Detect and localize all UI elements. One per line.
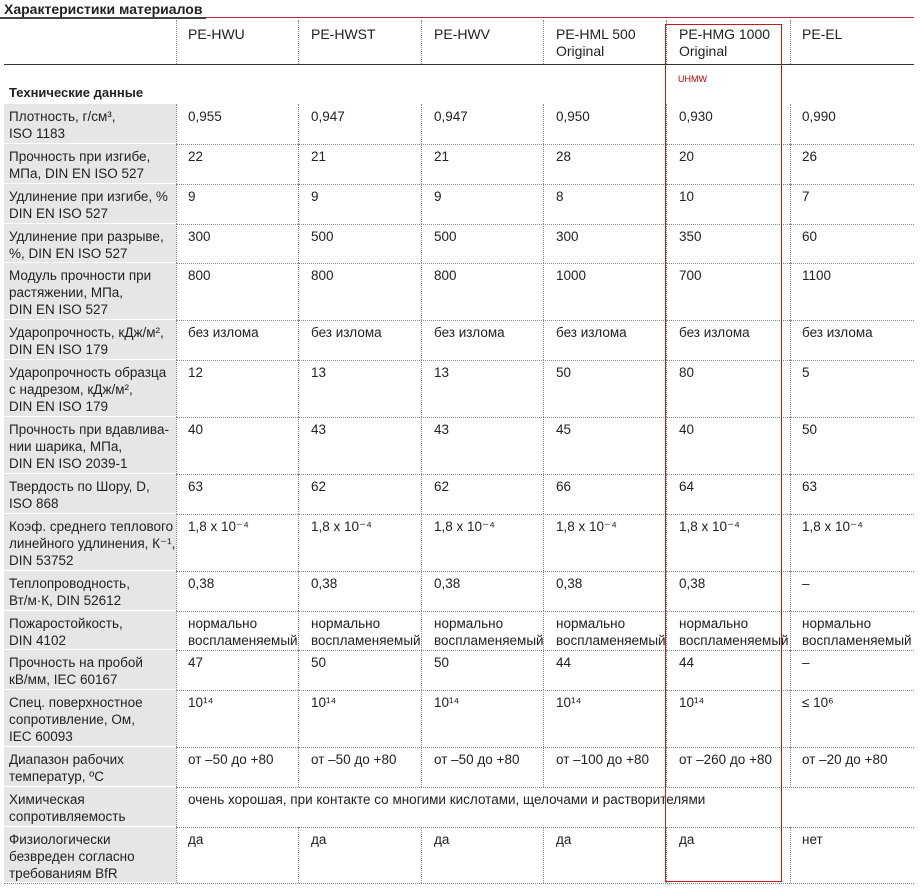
table-cell: 62	[434, 479, 450, 494]
column-separator	[790, 650, 791, 690]
table-cell: 0,38	[556, 576, 583, 591]
row-label-line: Прочность при вдавлива-	[9, 422, 169, 437]
table-cell: от –260 до +80	[679, 752, 772, 767]
table-cell: 63	[802, 479, 818, 494]
row-label	[9, 228, 164, 262]
column-separator	[790, 263, 791, 320]
title-divider	[206, 17, 914, 18]
column-separator	[176, 747, 177, 787]
table-cell: 43	[434, 422, 450, 437]
table-cell: 50	[802, 422, 818, 437]
table-cell: 0,930	[679, 109, 713, 124]
column-separator	[298, 514, 299, 571]
table-cell: 40	[679, 422, 695, 437]
table-cell: 800	[188, 268, 211, 283]
table-cell: 0,990	[802, 109, 836, 124]
row-label-line: Коэф. среднего теплового	[9, 519, 174, 534]
table-cell: нет	[802, 832, 823, 847]
column-separator	[790, 611, 791, 650]
row-label-line: кВ/мм, IEC 60167	[9, 672, 118, 687]
row-label-line: DIN EN ISO 527	[9, 302, 109, 317]
column-separator	[790, 224, 791, 263]
column-separator	[543, 747, 544, 787]
column-header-name: PE-HWST	[311, 26, 376, 42]
table-cell: 13	[311, 365, 327, 380]
row-label-line: Вт/м·К, DIN 52612	[9, 593, 122, 608]
column-separator	[421, 650, 422, 690]
table-cell: без излома	[434, 325, 505, 340]
table-cell: 1,8 x 10⁻⁴	[311, 519, 372, 534]
table-cell: 800	[434, 268, 457, 283]
table-cell: 10	[679, 189, 695, 204]
table-cell: –	[802, 655, 810, 670]
table-cell: 300	[188, 229, 211, 244]
row-label	[9, 188, 168, 222]
table-cell: 44	[556, 655, 572, 670]
row-label-line: Твердость по Шору, D,	[9, 479, 150, 494]
table-cell: 50	[556, 365, 572, 380]
table-cell: 50	[311, 655, 327, 670]
row-label	[9, 148, 150, 182]
table-cell: 43	[311, 422, 327, 437]
row-label-line: Удлинение при изгибе, %	[9, 189, 168, 204]
row-label	[9, 654, 143, 688]
table-cell: 1,8 x 10⁻⁴	[188, 519, 249, 534]
table-cell: 40	[188, 422, 204, 437]
table-cell: 10¹⁴	[188, 695, 214, 710]
column-separator	[298, 184, 299, 224]
table-cell: без излома	[311, 325, 382, 340]
column-separator	[790, 104, 791, 144]
table-cell: 500	[311, 229, 334, 244]
table-cell: от –20 до +80	[802, 752, 888, 767]
column-separator	[421, 184, 422, 224]
column-separator	[421, 263, 422, 320]
table-cell: –	[802, 576, 810, 591]
row-label-line: растяжении, МПа,	[9, 285, 124, 300]
table-cell: 44	[679, 655, 695, 670]
column-separator	[543, 650, 544, 690]
row-label-line: Физиологически	[9, 832, 111, 847]
column-separator	[421, 224, 422, 263]
table-cell: нормально воспламеняемый	[679, 616, 789, 648]
table-cell: 0,950	[556, 109, 590, 124]
row-label-line: Ударопрочность, кДж/м²,	[9, 325, 164, 340]
column-separator	[543, 104, 544, 144]
column-separator	[543, 360, 544, 417]
column-header-name: PE-EL	[802, 26, 843, 42]
row-label-line: Ударопрочность образца	[9, 365, 167, 380]
column-separator	[176, 650, 177, 690]
column-separator	[790, 514, 791, 571]
table-cell: 5	[802, 365, 810, 380]
section-title: Технические данные	[9, 85, 144, 100]
column-separator	[176, 417, 177, 474]
table-cell: 45	[556, 422, 572, 437]
column-separator	[543, 571, 544, 611]
row-label-line: ISO 1183	[9, 126, 66, 141]
column-separator	[298, 650, 299, 690]
row-label	[9, 791, 125, 825]
table-cell: 47	[188, 655, 204, 670]
table-cell: нормально воспламеняемый	[802, 616, 912, 648]
column-separator	[298, 571, 299, 611]
row-label	[9, 831, 135, 882]
row-label-line: DIN 53752	[9, 553, 74, 568]
column-separator	[298, 747, 299, 787]
column-separator	[790, 20, 791, 64]
column-separator	[543, 144, 544, 184]
table-cell: нормально воспламеняемый	[434, 616, 544, 648]
row-label	[9, 364, 166, 415]
table-cell: от –50 до +80	[434, 752, 520, 767]
column-separator	[298, 611, 299, 650]
column-separator	[543, 827, 544, 883]
row-label-line: Прочность при изгибе,	[9, 149, 151, 164]
column-separator	[176, 360, 177, 417]
table-cell: 300	[556, 229, 579, 244]
table-cell: да	[434, 832, 450, 847]
column-header	[556, 26, 636, 60]
column-separator	[421, 104, 422, 144]
column-separator	[176, 514, 177, 571]
column-separator	[298, 360, 299, 417]
row-label-line: безвреден согласно	[9, 849, 135, 864]
row-label-line: линейного удлинения, К⁻¹,	[9, 536, 176, 551]
column-separator	[790, 474, 791, 514]
column-separator	[298, 417, 299, 474]
column-separator	[543, 320, 544, 360]
row-label	[9, 324, 164, 358]
page-title: Характеристики материалов	[4, 1, 203, 17]
row-label	[9, 615, 123, 649]
row-label-line: Модуль прочности при	[9, 268, 152, 283]
column-separator	[543, 20, 544, 64]
row-label	[9, 267, 151, 318]
table-cell: от –50 до +80	[188, 752, 274, 767]
table-cell: 1000	[556, 268, 587, 283]
column-separator	[421, 20, 422, 64]
row-label	[9, 108, 116, 142]
table-cell: без излома	[802, 325, 873, 340]
table-cell: 60	[802, 229, 818, 244]
table-cell: 1,8 x 10⁻⁴	[556, 519, 617, 534]
column-separator	[176, 263, 177, 320]
table-cell: да	[556, 832, 572, 847]
column-header-subtitle: Original	[556, 43, 605, 59]
table-cell: 10¹⁴	[679, 695, 705, 710]
table-cell: 62	[311, 479, 327, 494]
column-header	[434, 26, 490, 43]
column-separator	[421, 690, 422, 747]
row-label	[9, 478, 150, 512]
table-cell: 0,955	[188, 109, 222, 124]
table-cell: 1100	[802, 268, 832, 283]
table-cell: 1,8 x 10⁻⁴	[802, 519, 863, 534]
table-cell: от –50 до +80	[311, 752, 397, 767]
column-separator	[421, 611, 422, 650]
column-separator	[298, 263, 299, 320]
row-label-line: Спец. поверхностное	[9, 695, 143, 710]
column-separator	[176, 827, 177, 883]
row-label	[9, 518, 175, 569]
table-cell: 500	[434, 229, 457, 244]
column-separator	[298, 320, 299, 360]
table-cell: от –100 до +80	[556, 752, 649, 767]
table-cell: 20	[679, 149, 695, 164]
row-label-line: DIN EN ISO 527	[9, 206, 109, 221]
column-separator	[790, 360, 791, 417]
column-header-name: PE-HWU	[188, 26, 245, 42]
column-separator	[543, 417, 544, 474]
table-cell: нормально воспламеняемый	[188, 616, 298, 648]
table-cell: 10¹⁴	[434, 695, 460, 710]
column-separator	[176, 144, 177, 184]
column-separator	[790, 320, 791, 360]
table-cell: 10¹⁴	[556, 695, 582, 710]
row-label-line: Плотность, г/см³,	[9, 109, 116, 124]
table-cell: нормально воспламеняемый	[556, 616, 666, 648]
column-separator	[790, 690, 791, 747]
column-header	[311, 26, 376, 43]
table-cell: ≤ 10⁶	[802, 695, 834, 710]
table-cell: 22	[188, 149, 204, 164]
table-cell: 0,947	[311, 109, 345, 124]
column-header	[188, 26, 245, 43]
row-label-line: Пожаростойкость,	[9, 616, 123, 631]
highlight-box-pe-hmg-1000	[665, 24, 782, 882]
column-separator	[298, 224, 299, 263]
column-separator	[543, 184, 544, 224]
table-cell: 80	[679, 365, 695, 380]
table-cell: 8	[556, 189, 564, 204]
row-label-line: Удлинение при разрыве,	[9, 229, 164, 244]
column-separator	[421, 571, 422, 611]
table-cell: да	[311, 832, 327, 847]
table-cell: 1,8 x 10⁻⁴	[434, 519, 495, 534]
column-separator	[298, 690, 299, 747]
row-label-line: требованиям BfR	[9, 866, 118, 881]
table-cell: без излома	[679, 325, 750, 340]
table-cell: 700	[679, 268, 702, 283]
row-label-line: с надрезом, кДж/м²,	[9, 382, 133, 397]
column-separator	[421, 417, 422, 474]
column-separator	[176, 474, 177, 514]
table-cell: 26	[802, 149, 818, 164]
row-label-line: DIN EN ISO 2039-1	[9, 456, 128, 471]
table-cell: без излома	[188, 325, 259, 340]
table-cell: нормально воспламеняемый	[311, 616, 421, 648]
table-cell: 1,8 x 10⁻⁴	[679, 519, 740, 534]
column-separator	[790, 747, 791, 787]
table-cell: да	[679, 832, 695, 847]
table-cell: 7	[802, 189, 810, 204]
row-label-line: Химическая	[9, 792, 85, 807]
table-cell: 0,38	[679, 576, 706, 591]
column-separator	[298, 827, 299, 883]
column-separator	[543, 514, 544, 571]
table-cell: без излома	[556, 325, 627, 340]
table-cell: 63	[188, 479, 204, 494]
column-separator	[176, 690, 177, 747]
table-cell: 21	[434, 149, 450, 164]
table-cell: 9	[434, 189, 442, 204]
column-header	[802, 26, 842, 43]
title-underline	[0, 17, 206, 19]
row-label	[9, 751, 124, 785]
row-label-line: Теплопроводность,	[9, 576, 130, 591]
column-separator	[298, 20, 299, 64]
column-separator	[298, 144, 299, 184]
table-cell: 12	[188, 365, 204, 380]
row-label-line: DIN 4102	[9, 633, 67, 648]
column-separator	[421, 474, 422, 514]
row-label-line: DIN EN ISO 179	[9, 342, 109, 357]
table-cell: да	[188, 832, 204, 847]
column-header-name: PE-HMG 1000	[679, 26, 771, 42]
table-cell: 0,38	[434, 576, 461, 591]
table-cell: 21	[311, 149, 327, 164]
table-cell: 9	[188, 189, 196, 204]
row-label-line: температур, ºС	[9, 769, 104, 784]
row-label-line: Диапазон рабочих	[9, 752, 124, 767]
table-cell: 10¹⁴	[311, 695, 337, 710]
column-separator	[421, 320, 422, 360]
column-separator	[176, 104, 177, 144]
row-label-line: сопротивление, Ом,	[9, 712, 135, 727]
column-separator	[543, 474, 544, 514]
column-separator	[790, 571, 791, 611]
row-label-line: Прочность на пробой	[9, 655, 143, 670]
table-cell: 800	[311, 268, 334, 283]
column-separator	[176, 611, 177, 650]
column-separator	[790, 417, 791, 474]
column-separator	[421, 827, 422, 883]
uhmw-note: UHMW	[678, 74, 707, 84]
column-header-subtitle: Original	[679, 43, 728, 59]
column-separator	[176, 184, 177, 224]
table-cell: 0,38	[188, 576, 215, 591]
table-cell: 28	[556, 149, 572, 164]
column-separator	[790, 827, 791, 883]
table-cell: 9	[311, 189, 319, 204]
column-separator	[176, 20, 177, 64]
row-label-line: ISO 868	[9, 496, 59, 511]
row-label-line: сопротивляемость	[9, 809, 126, 824]
column-separator	[543, 690, 544, 747]
column-separator	[176, 320, 177, 360]
table-cell: 13	[434, 365, 450, 380]
table-cell-span: очень хорошая, при контакте со многими кислотами, щелочами и растворителями	[188, 792, 706, 807]
column-separator	[543, 611, 544, 650]
column-separator	[790, 144, 791, 184]
row-separator	[4, 883, 914, 884]
column-separator	[421, 747, 422, 787]
column-separator	[543, 224, 544, 263]
row-label	[9, 421, 169, 472]
column-separator	[421, 144, 422, 184]
column-separator	[298, 474, 299, 514]
table-cell: 350	[679, 229, 702, 244]
row-label-line: %, DIN EN ISO 527	[9, 246, 128, 261]
row-label	[9, 575, 130, 609]
table-cell: 0,947	[434, 109, 468, 124]
column-separator	[298, 104, 299, 144]
table-cell: 50	[434, 655, 450, 670]
column-separator	[543, 263, 544, 320]
row-label-line: DIN EN ISO 179	[9, 399, 109, 414]
column-separator	[790, 184, 791, 224]
row-label-line: МПа, DIN EN ISO 527	[9, 166, 144, 181]
column-header-name: PE-HWV	[434, 26, 490, 42]
table-cell: 0,38	[311, 576, 338, 591]
column-separator	[176, 787, 177, 827]
row-label	[9, 694, 143, 745]
column-separator	[421, 360, 422, 417]
column-separator	[421, 514, 422, 571]
table-cell: 64	[679, 479, 695, 494]
row-label-line: IEC 60093	[9, 729, 73, 744]
column-separator	[176, 571, 177, 611]
column-header-name: PE-HML 500	[556, 26, 636, 42]
column-separator	[176, 224, 177, 263]
table-cell: 66	[556, 479, 572, 494]
row-label-line: нии шарика, МПа,	[9, 439, 123, 454]
